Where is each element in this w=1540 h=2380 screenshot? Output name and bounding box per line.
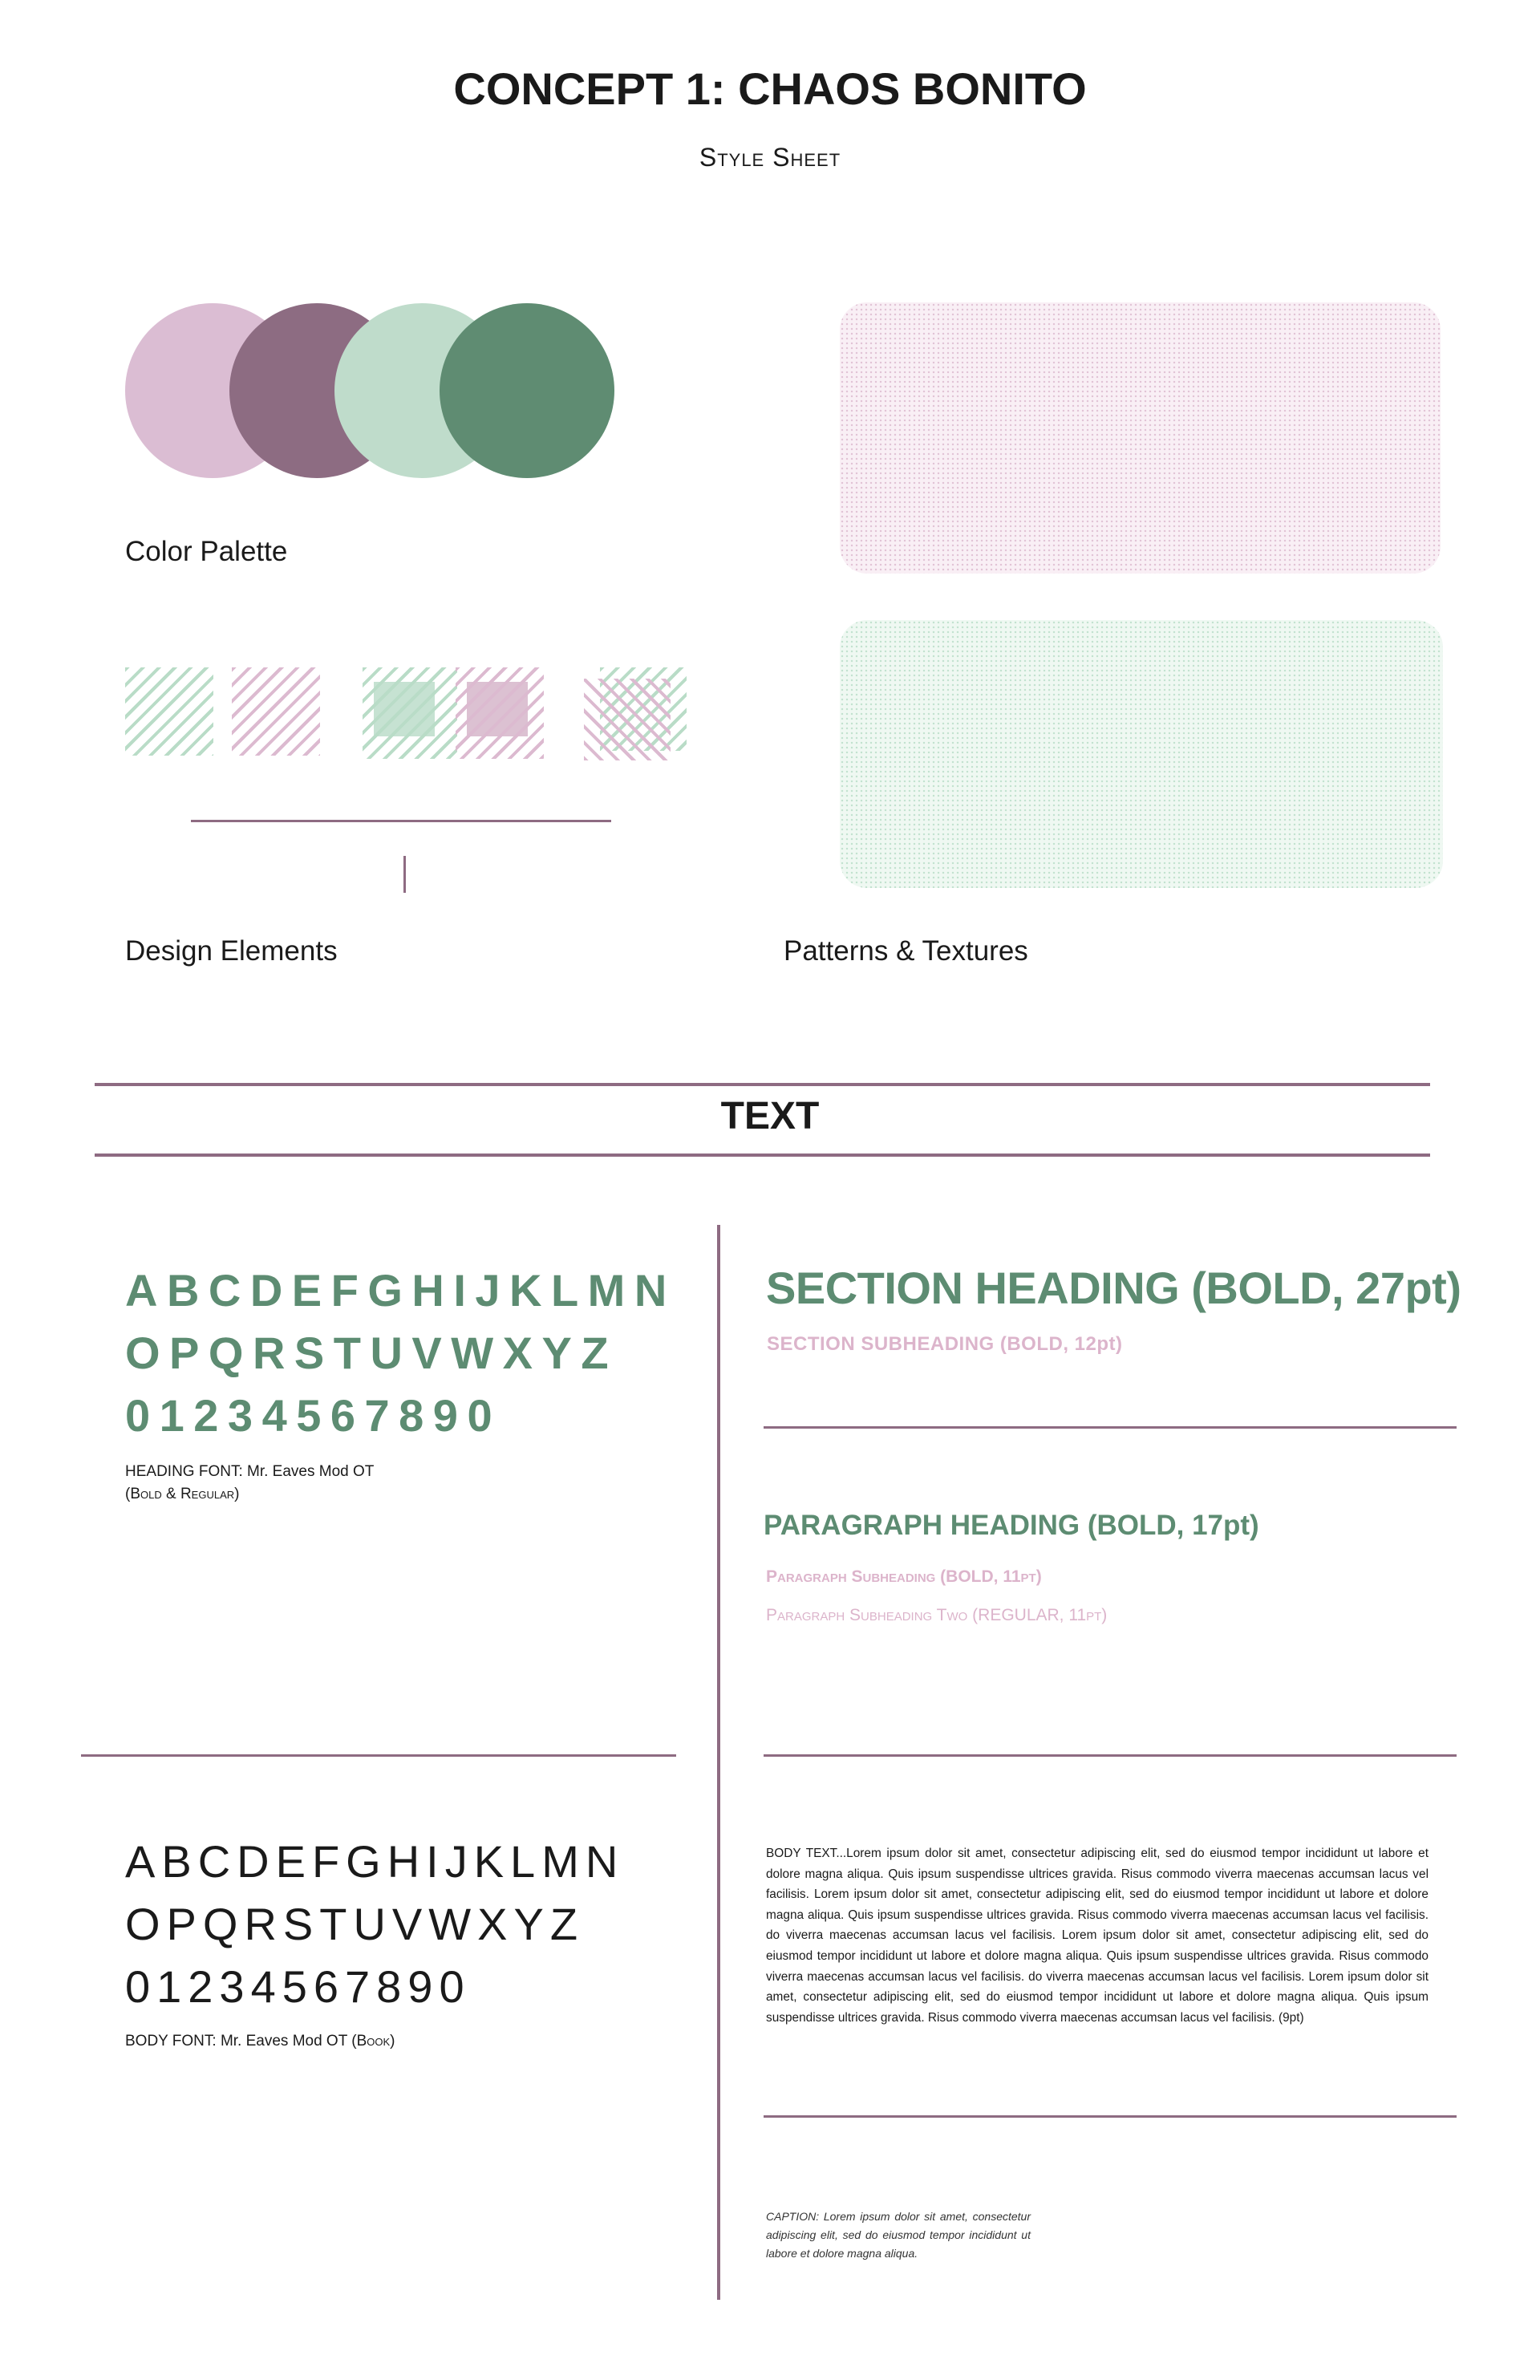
heading-font-note	[125, 1461, 374, 1506]
heading-font-name: HEADING FONT: Mr. Eaves Mod OT	[125, 1463, 375, 1480]
paragraph-heading-sample: PARAGRAPH HEADING (BOLD, 17pt)	[764, 1510, 1259, 1541]
green-dot-texture-panel	[840, 620, 1443, 888]
design-elements-label: Design Elements	[125, 935, 338, 967]
design-element-horizontal-rule	[191, 820, 611, 822]
body-text-sample: BODY TEXT...Lorem ipsum dolor sit amet, consectetur adipiscing elit, sed do eiusmod tempor incididunt ut labore et dolore magna aliqua. Quis ipsum suspendisse ultrices gravida. Risus commodo viverra maecenas accumsan lacus vel facilisis. Lorem ipsum dolor sit amet, consectetur adipiscing elit, sed do eiusmod tempor incididunt ut labore et dolore magna aliqua. Quis ipsum suspendisse ultrices gravida. Risus commodo viverra maecenas accumsan lacus vel facilisis. do viverra maecenas accumsan lacus vel facilisis. Lorem ipsum dolor sit amet, consectetur adipiscing elit, sed do eiusmod tempor incididunt ut labore et dolore magna aliqua. Quis ipsum suspendisse ultrices gravida. Risus commodo viverra maecenas accumsan lacus vel facilisis. do viverra maecenas accumsan lacus vel facilisis. Lorem ipsum dolor sit amet, consectetur adipiscing elit, sed do eiusmod tempor incididunt ut labore et dolore magna aliqua. Quis ipsum suspendisse ultrices gravida. Risus commodo viverra maecenas accumsan lacus vel facilisis. (9pt)	[766, 1847, 1429, 2025]
crosshatch-element	[584, 667, 687, 760]
pink-dot-texture-panel	[840, 302, 1441, 574]
body-font-name: BODY FONT: Mr. Eaves Mod OT	[125, 2033, 352, 2050]
caption-sample: CAPTION: Lorem ipsum dolor sit amet, consectetur adipiscing elit, sed do eiusmod tempor incididunt ut labore et dolore magna aliqua.	[766, 2210, 1031, 2260]
text-section-top-rule	[95, 1083, 1430, 1086]
pink-hatch-overlay	[456, 667, 544, 759]
pink-hatch-overlap-element	[456, 667, 544, 759]
text-section-heading: TEXT	[720, 1095, 820, 1137]
body-font-numerals: 01234567890	[125, 1961, 471, 2012]
pink-hatch-square	[232, 667, 320, 756]
column-divider	[717, 1225, 720, 2300]
green-hatch-overlay	[363, 667, 457, 759]
right-column-rule-1	[764, 1426, 1457, 1429]
color-palette-label: Color Palette	[125, 536, 288, 567]
patterns-textures-label: Patterns & Textures	[784, 935, 1028, 967]
body-font-note	[125, 2030, 395, 2053]
right-column-rule-2	[764, 1754, 1457, 1757]
section-subheading-sample: SECTION SUBHEADING (BOLD, 12pt)	[767, 1333, 1123, 1355]
section-heading-sample: SECTION HEADING (BOLD, 27pt)	[766, 1263, 1461, 1313]
right-column-rule-3	[764, 2115, 1457, 2118]
pink-crosshatch-layer	[584, 679, 671, 760]
green-hatch-overlap-element	[363, 667, 457, 759]
body-font-alphabet-line-2: OPQRSTUVWXYZ	[125, 1899, 585, 1949]
paragraph-subheading-two-sample: Paragraph Subheading Two (REGULAR, 11pt)	[766, 1606, 1108, 1624]
body-font-weight: (Book)	[351, 2033, 395, 2050]
green-hatch-square	[125, 667, 213, 756]
palette-swatch-green	[440, 303, 614, 478]
heading-font-alphabet-line-1: ABCDEFGHIJKLMN	[125, 1265, 676, 1316]
heading-font-alphabet-line-2: OPQRSTUVWXYZ	[125, 1328, 618, 1378]
paragraph-subheading-sample: Paragraph Subheading (BOLD, 11pt)	[766, 1567, 1042, 1586]
design-element-vertical-rule	[403, 856, 406, 893]
heading-font-numerals: 01234567890	[125, 1390, 502, 1441]
page-subtitle: Style Sheet	[699, 143, 841, 172]
page-title: CONCEPT 1: CHAOS BONITO	[453, 63, 1087, 114]
heading-font-weights: (Bold & Regular)	[125, 1486, 240, 1502]
text-section-bottom-rule	[95, 1154, 1430, 1157]
body-font-alphabet-line-1: ABCDEFGHIJKLMN	[125, 1836, 625, 1887]
left-column-rule	[81, 1754, 676, 1757]
